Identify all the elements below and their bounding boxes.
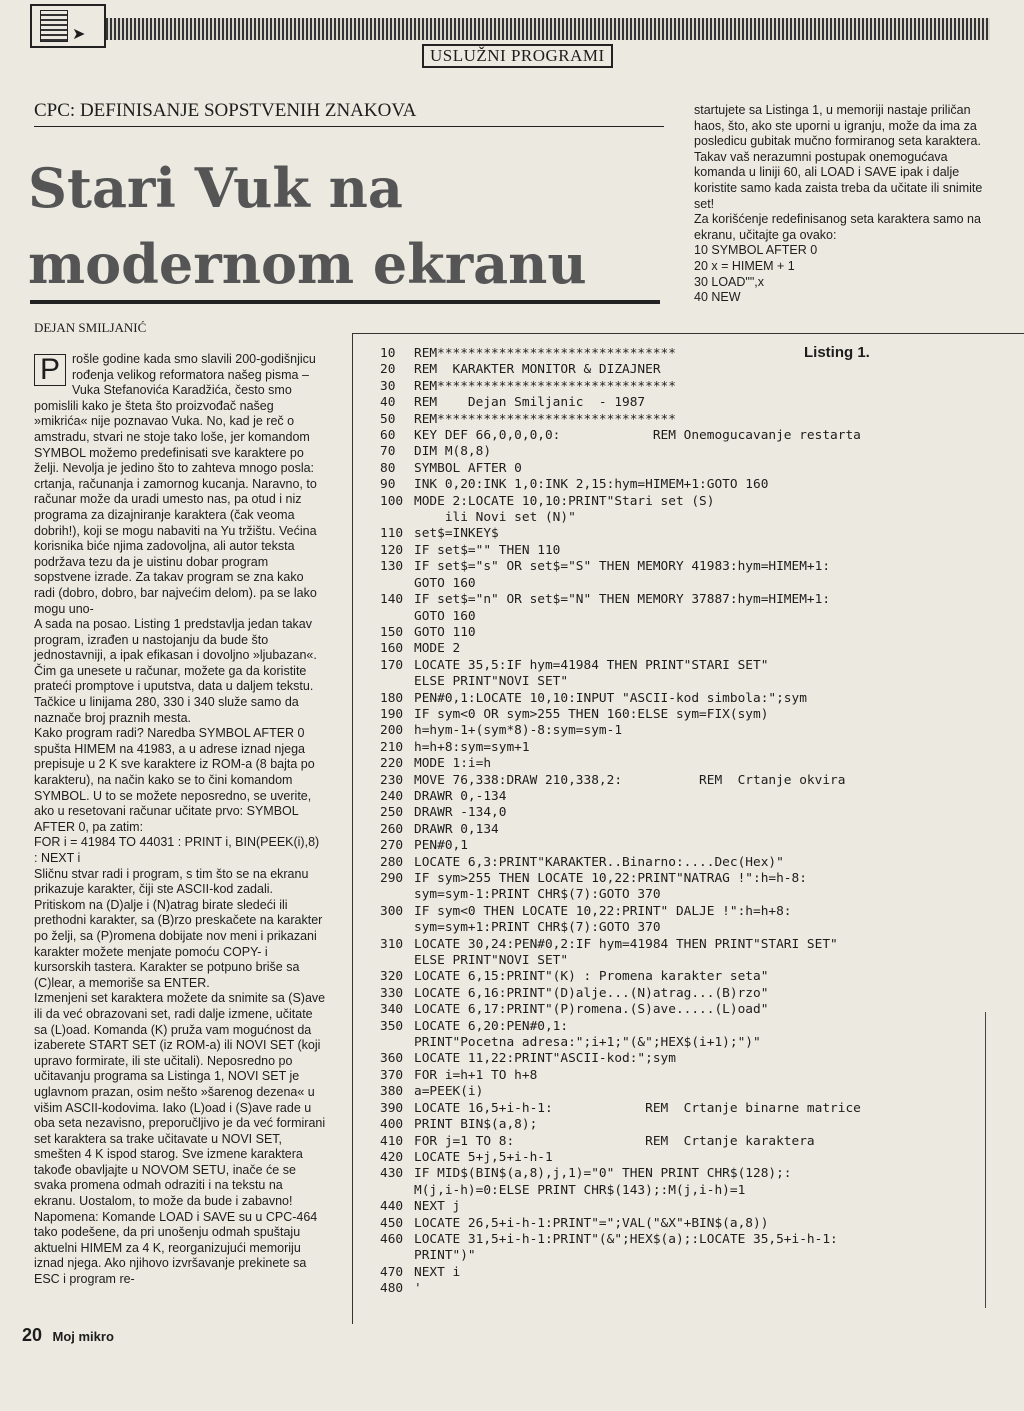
line-number: 180 <box>380 690 404 706</box>
right-column-text <box>694 103 990 306</box>
listing-line <box>380 920 1000 936</box>
line-code: PRINT BIN$(a,8); <box>414 1117 538 1133</box>
line-number: 350 <box>380 1018 404 1034</box>
line-number: 230 <box>380 772 404 788</box>
body-paragraph: A sada na posao. Listing 1 predstavlja jedan takav program, izrađen u nastojanju da bude što jednostavniji, a ipak efikasan i dovoljno »ljubazan«. Čim ga unesete u računar, možete ga da koristite prateći promptove i uputstva, data u daljem tekstu. Tačkice u linijama 280, 330 i 340 služe samo da naznače broj praznih mesta. <box>34 617 317 725</box>
line-number: 170 <box>380 657 404 673</box>
listing-line <box>380 1183 1000 1199</box>
line-number: 110 <box>380 526 404 542</box>
line-number: 190 <box>380 706 404 722</box>
right-paragraph: Za korišćenje redefinisanog seta karaktera samo na ekranu, učitajte ga ovako: <box>694 212 981 242</box>
line-code: LOCATE 31,5+i-h-1:PRINT"(&";HEX$(a);:LOCATE 35,5+i-h-1: <box>414 1231 838 1247</box>
listing-line <box>380 1265 1000 1281</box>
code-line: 10 SYMBOL AFTER 0 <box>694 243 818 258</box>
listing-line <box>380 1068 1000 1084</box>
line-number: 240 <box>380 788 404 804</box>
line-code: SYMBOL AFTER 0 <box>414 460 522 476</box>
line-code: DRAWR -134,0 <box>414 805 507 821</box>
line-number: 320 <box>380 969 404 985</box>
line-code: IF MID$(BIN$(a,8),j,1)="0" THEN PRINT CHR$(128);: <box>414 1166 792 1182</box>
line-number: 370 <box>380 1067 404 1083</box>
listing-line <box>380 887 1000 903</box>
listing-line <box>380 691 1000 707</box>
listing-line <box>380 838 1000 854</box>
right-paragraph: startujete sa Listinga 1, u memoriji nastaje priličan haos, što, ako ste uporni u igranju, može da ima za posledicu gubitak mučno formiranog seta karaktera. Takav vaš nerazumni postupak onemogućava komanda u liniji 60, ali LOAD i SAVE ipak i dalje koristite samo kada zaista treba da učitate ili snimite set! <box>694 103 983 211</box>
listing-line <box>380 543 1000 559</box>
listing-line <box>380 953 1000 969</box>
line-code: LOCATE 6,20:PEN#0,1: <box>414 1018 569 1034</box>
listing-title: Listing 1. <box>804 344 870 361</box>
line-number <box>380 1183 414 1199</box>
listing-line <box>380 461 1000 477</box>
listing-line <box>380 395 1000 411</box>
line-code: REM******************************* <box>414 346 676 361</box>
listing-line <box>380 1084 1000 1100</box>
listing-line <box>380 822 1000 838</box>
page-number: 20 <box>22 1325 43 1345</box>
listing-line <box>380 658 1000 674</box>
line-code: h=h+8:sym=sym+1 <box>414 739 530 755</box>
listing-line <box>380 969 1000 985</box>
line-number: 430 <box>380 1166 404 1182</box>
line-code: a=PEEK(i) <box>414 1084 484 1100</box>
line-code: REM******************************* <box>414 411 676 427</box>
line-code: PEN#0,1 <box>414 838 468 854</box>
line-code: NEXT j <box>414 1199 461 1215</box>
line-number: 130 <box>380 559 404 575</box>
listing-line <box>380 723 1000 739</box>
line-code: sym=sym+1:PRINT CHR$(7):GOTO 370 <box>414 920 661 936</box>
line-code: MOVE 76,338:DRAW 210,338,2: REM Crtanje okvira <box>414 772 846 788</box>
listing-line <box>380 986 1000 1002</box>
line-code: REM KARAKTER MONITOR & DIZAJNER <box>414 362 661 378</box>
line-code: KEY DEF 66,0,0,0,0: REM Onemogucavanje restarta <box>414 428 861 444</box>
line-code: INK 0,20:INK 1,0:INK 2,15:hym=HIMEM+1:GOTO 160 <box>414 477 769 493</box>
line-code: ' <box>414 1281 422 1297</box>
code-line: 30 LOAD"",x <box>694 274 765 289</box>
line-code: REM******************************* <box>414 378 676 394</box>
header-bar <box>30 18 990 40</box>
listing-line <box>380 1150 1000 1166</box>
line-code: MODE 2:LOCATE 10,10:PRINT"Stari set (S) <box>414 493 715 509</box>
listing-line <box>380 1035 1000 1051</box>
line-code: GOTO 160 <box>414 608 476 624</box>
line-number: 160 <box>380 641 404 657</box>
body-paragraph: Sličnu stvar radi i program, s tim što se na ekranu prikazuje karakter, čiji ste ASCII-kod zadali. Pritiskom na (D)alje i (N)atrag birate sledeći ili prethodni karakter, sa (B)rzo preskačete na karakter po želji, sa (P)romena dobijate nov meni i prikazani karakter možete menjate pomoću COPY- i kursorskih tastera. Karakter se potpuno briše sa (C)lear, a memoriše sa ENTER. <box>34 866 323 990</box>
line-code: LOCATE 26,5+i-h-1:PRINT"=";VAL("&X"+BIN$(a,8)) <box>414 1215 769 1231</box>
line-code: REM Dejan Smiljanic - 1987 <box>414 395 646 411</box>
listing-line <box>380 625 1000 641</box>
line-number: 360 <box>380 1051 404 1067</box>
line-code: sym=sym-1:PRINT CHR$(7):GOTO 370 <box>414 887 661 903</box>
line-code: IF sym<0 THEN LOCATE 10,22:PRINT" DALJE !":h=h+8: <box>414 903 792 919</box>
listing-line <box>380 641 1000 657</box>
line-code: DRAWR 0,134 <box>414 821 499 837</box>
line-number <box>380 674 414 690</box>
listing-line <box>380 592 1000 608</box>
code-line: 40 NEW <box>694 290 741 305</box>
line-number: 140 <box>380 592 404 608</box>
line-number: 200 <box>380 723 404 739</box>
line-code: LOCATE 30,24:PEN#0,2:IF hym=41984 THEN PRINT"STARI SET" <box>414 936 838 952</box>
line-number <box>380 953 414 969</box>
line-number <box>380 920 414 936</box>
line-number: 300 <box>380 903 404 919</box>
line-number: 410 <box>380 1133 404 1149</box>
listing-line <box>380 1101 1000 1117</box>
listing-line <box>380 1232 1000 1248</box>
line-code: MODE 2 <box>414 641 461 657</box>
line-number: 210 <box>380 739 404 755</box>
line-number: 220 <box>380 756 404 772</box>
line-code: LOCATE 16,5+i-h-1: REM Crtanje binarne matrice <box>414 1100 861 1116</box>
line-code: IF set$="n" OR set$="N" THEN MEMORY 37887:hym=HIMEM+1: <box>414 592 831 608</box>
line-number: 50 <box>380 411 396 427</box>
line-number: 330 <box>380 985 404 1001</box>
line-number <box>380 887 414 903</box>
listing-line <box>380 379 1000 395</box>
line-code: PRINT"Pocetna adresa:";i+1;"(&";HEX$(i+1);")" <box>414 1035 761 1051</box>
listing-line <box>380 346 1000 362</box>
listing-line <box>380 1216 1000 1232</box>
intro-paragraph: P rošle godine kada smo slavili 200-godišnjicu rođenja velikog reformatora našeg pisma – Vuka Stefanovića Karadžića, često smo pomislili kako je šteta što proizvođač našeg »mikrića« nije poznavao Vuka. No, kad je reč o amstradu, stvari ne stoje tako loše, jer komandom SYMBOL možemo predefinisati sve karaktere po želji. Nevolja je jedino što to zahteva mnogo posla: crtanja, računanja i zamornog kucanja. Naravno, to računar može da uradi umesto nas, pa otud i niz programa za dizajniranje karaktera (čak veoma dobrih!), koji se mogu nabaviti na Yu tržištu. Većina korisnika biće njima zadovoljna, ali autor teksta podržava tezu da je uistinu dobar program sopstvene izrade. Za takav program se zna kako radi (dobro, dobro, bar najvećim delom). pa se lako mogu uno- <box>34 352 317 616</box>
line-number: 270 <box>380 838 404 854</box>
line-number: 70 <box>380 444 396 460</box>
line-code: h=hym-1+(sym*8)-8:sym=sym-1 <box>414 723 623 739</box>
listing-line <box>380 1019 1000 1035</box>
line-number: 150 <box>380 624 404 640</box>
line-code: LOCATE 6,3:PRINT"KARAKTER..Binarno:....Dec(Hex)" <box>414 854 784 870</box>
listing-line <box>380 773 1000 789</box>
line-number: 250 <box>380 805 404 821</box>
line-number: 30 <box>380 378 396 394</box>
line-code: LOCATE 5+j,5+i-h-1 <box>414 1149 553 1165</box>
listing-line <box>380 1199 1000 1215</box>
section-logo-icon: ➤ <box>30 4 106 48</box>
line-number: 310 <box>380 936 404 952</box>
listing-line <box>380 674 1000 690</box>
line-number: 80 <box>380 460 396 476</box>
body-paragraph: FOR i = 41984 TO 44031 : PRINT i, BIN(PEEK(i),8) : NEXT i <box>34 835 320 865</box>
line-number: 380 <box>380 1084 404 1100</box>
magazine-name: Moj mikro <box>52 1329 114 1344</box>
line-code: NEXT i <box>414 1264 461 1280</box>
line-code: LOCATE 6,17:PRINT"(P)romena.(S)ave.....(L)oad" <box>414 1002 769 1018</box>
line-code: ELSE PRINT"NOVI SET" <box>414 953 569 969</box>
line-number: 450 <box>380 1215 404 1231</box>
line-code: GOTO 110 <box>414 624 476 640</box>
line-code: IF sym>255 THEN LOCATE 10,22:PRINT"NATRAG !":h=h-8: <box>414 871 807 886</box>
line-number <box>380 510 414 526</box>
line-code: GOTO 160 <box>414 575 476 591</box>
line-code: MODE 1:i=h <box>414 756 492 772</box>
code-listing <box>380 346 1000 1298</box>
article-kicker: CPC: DEFINISANJE SOPSTVENIH ZNAKOVA <box>34 100 417 121</box>
line-number: 340 <box>380 1002 404 1018</box>
line-number: 290 <box>380 871 404 886</box>
listing-line <box>380 937 1000 953</box>
line-code: set$=INKEY$ <box>414 526 499 542</box>
line-code: LOCATE 11,22:PRINT"ASCII-kod:";sym <box>414 1051 676 1067</box>
line-number: 400 <box>380 1117 404 1133</box>
line-code: FOR i=h+1 TO h+8 <box>414 1067 538 1083</box>
listing-line <box>380 559 1000 575</box>
listing-line <box>380 1166 1000 1182</box>
listing-line <box>380 362 1000 378</box>
line-code: DRAWR 0,-134 <box>414 788 507 804</box>
listing-line <box>380 740 1000 756</box>
listing-line <box>380 576 1000 592</box>
article-title: Stari Vuk na modernom ekranu <box>28 156 587 296</box>
listing-line <box>380 477 1000 493</box>
line-code: IF sym<0 OR sym>255 THEN 160:ELSE sym=FIX(sym) <box>414 706 769 722</box>
line-number <box>380 609 414 625</box>
listing-line <box>380 904 1000 920</box>
line-code: PEN#0,1:LOCATE 10,10:INPUT "ASCII-kod simbola:";sym <box>414 690 807 706</box>
drop-cap: P <box>34 354 66 386</box>
line-number <box>380 1035 414 1051</box>
line-number: 60 <box>380 428 396 444</box>
listing-line <box>380 871 1000 887</box>
listing-line <box>380 444 1000 460</box>
author-byline: DEJAN SMILJANIĆ <box>34 320 147 335</box>
line-code: DIM M(8,8) <box>414 444 492 460</box>
section-label: USLUŽNI PROGRAMI <box>422 44 613 68</box>
listing-line <box>380 1248 1000 1264</box>
listing-right-rule <box>985 1012 986 1308</box>
listing-line <box>380 428 1000 444</box>
line-number: 480 <box>380 1281 404 1297</box>
article-body <box>34 352 326 1288</box>
page-footer <box>22 1325 114 1346</box>
line-number: 440 <box>380 1199 404 1215</box>
line-code: ELSE PRINT"NOVI SET" <box>414 674 569 690</box>
line-code: LOCATE 6,15:PRINT"(K) : Promena karakter seta" <box>414 969 769 985</box>
line-number: 100 <box>380 493 404 509</box>
line-code: M(j,i-h)=0:ELSE PRINT CHR$(143);:M(j,i-h)=1 <box>414 1182 746 1198</box>
listing-line <box>380 1117 1000 1133</box>
line-code: PRINT")" <box>414 1248 476 1264</box>
line-number: 120 <box>380 542 404 558</box>
line-code: IF set$="" THEN 110 <box>414 542 561 558</box>
line-code: LOCATE 35,5:IF hym=41984 THEN PRINT"STARI SET" <box>414 657 769 673</box>
listing-line <box>380 805 1000 821</box>
line-number <box>380 1248 414 1264</box>
body-paragraph: Napomena: Komande LOAD i SAVE su u CPC-464 tako podešene, da pri unošenju odmah spuštaju aktuelni HIMEM za 4 K, reorganizujući memoriju iznad njega. Ako njihovo izvršavanje prekinete sa ESC i program re- <box>34 1209 318 1287</box>
listing-line <box>380 526 1000 542</box>
line-number: 460 <box>380 1231 404 1247</box>
listing-line <box>380 609 1000 625</box>
listing-line <box>380 756 1000 772</box>
listing-line <box>380 789 1000 805</box>
line-number: 420 <box>380 1149 404 1165</box>
line-number: 390 <box>380 1100 404 1116</box>
kicker-divider <box>34 126 664 127</box>
code-line: 20 x = HIMEM + 1 <box>694 258 795 273</box>
listing-line <box>380 707 1000 723</box>
line-number: 90 <box>380 477 396 493</box>
line-number: 40 <box>380 395 396 411</box>
listing-line <box>380 494 1000 510</box>
listing-line <box>380 1002 1000 1018</box>
listing-line <box>380 1281 1000 1297</box>
body-paragraph: Izmenjeni set karaktera možete da snimite sa (S)ave ili da već obrazovani set, radi dalje izmene, učitate sa (L)oad. Komanda (K) pruža vam mogućnost da izaberete START SET (iz ROM-a) ili NOVI SET (koji upravo formirate, ili ste učitali). Neposredno po učitavanju programa sa Listinga 1, NOVI SET je uglavnom prazan, osim nešto »šarenog dezena« u višim ASCII-kodovima. Iako (L)oad i (S)ave rade u oba seta nezavisno, preporučljivo je da već formirani set karaktera sa trake učitavate u NOVI SET, smešten 4 K ispod starog. Sve izmene karaktera takođe obavljajte u NOVOM SETU, inače će se svaka promena odmah odraziti i na tekstu na ekranu. Uostalom, to može da bude i zabavno! <box>34 991 326 1209</box>
listing-line <box>380 855 1000 871</box>
title-divider <box>30 300 660 304</box>
line-number: 280 <box>380 854 404 870</box>
line-number: 470 <box>380 1264 404 1280</box>
listing-line <box>380 412 1000 428</box>
line-number <box>380 576 414 592</box>
line-code: IF set$="s" OR set$="S" THEN MEMORY 41983:hym=HIMEM+1: <box>414 559 831 575</box>
line-number: 20 <box>380 362 396 378</box>
listing-line <box>380 1051 1000 1067</box>
body-paragraph: Kako program radi? Naredba SYMBOL AFTER 0 spušta HIMEM na 41983, a u adrese iznad njega prepisuje u 2 K sve karaktere iz ROM-a (8 bajta po karakteru), na način kako se to čini komandom SYMBOL. U to se možete neposredno, se uverite, ako u resetovani računar učitate prvo: SYMBOL AFTER 0, pa zatim: <box>34 726 315 834</box>
line-code: LOCATE 6,16:PRINT"(D)alje...(N)atrag...(B)rzo" <box>414 985 769 1001</box>
listing-line <box>380 1134 1000 1150</box>
listing-line <box>380 510 1000 526</box>
line-number: 260 <box>380 821 404 837</box>
line-code: ili Novi set (N)" <box>414 510 576 526</box>
line-code: FOR j=1 TO 8: REM Crtanje karaktera <box>414 1133 815 1149</box>
line-number: 10 <box>380 346 396 361</box>
